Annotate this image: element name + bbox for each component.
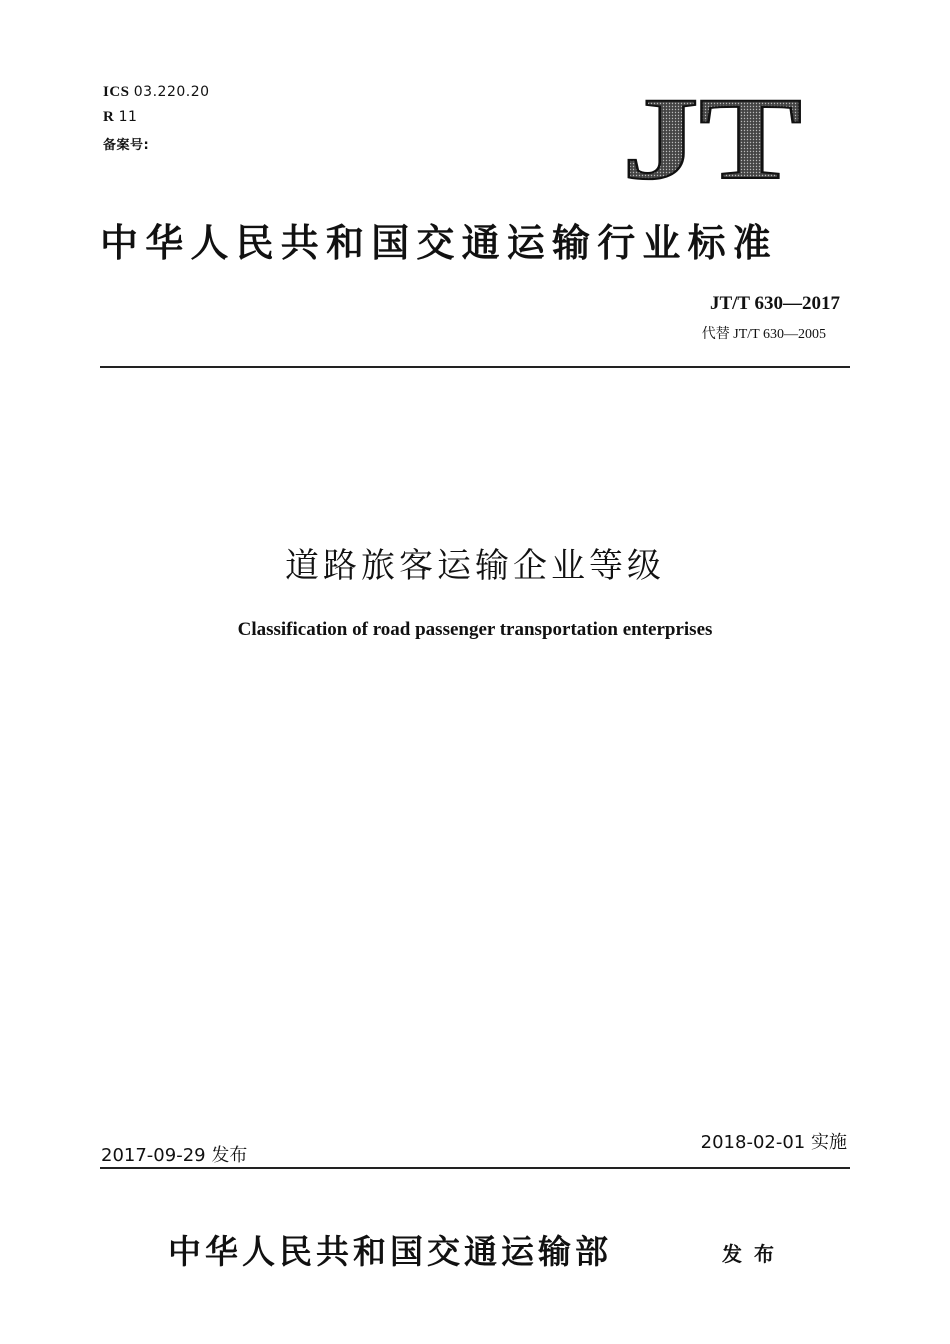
ics-value: 03.220.20 bbox=[133, 84, 210, 100]
standard-code: JT/T 630—2017 bbox=[709, 293, 840, 314]
record-label: 备案号: bbox=[103, 138, 150, 153]
category-value: 11 bbox=[118, 109, 138, 125]
record-number-line bbox=[103, 134, 149, 153]
footer-divider bbox=[100, 1167, 850, 1169]
publisher-name: 中华人民共和国交通运输部 bbox=[168, 1232, 612, 1271]
replaces-standard: 代替 JT/T 630—2005 bbox=[701, 327, 826, 342]
industry-standard-title: 中华人民共和国交通运输行业标准 bbox=[100, 220, 779, 265]
document-title-en: Classification of road passenger transportation enterprises bbox=[237, 619, 713, 640]
category-label: R bbox=[103, 109, 115, 125]
document-title-zh: 道路旅客运输企业等级 bbox=[285, 546, 665, 586]
category-line bbox=[103, 109, 137, 126]
issue-date: 2017-09-29 发布 bbox=[101, 1145, 248, 1166]
publish-label: 发布 bbox=[722, 1242, 786, 1266]
ics-label: ICS bbox=[103, 84, 130, 100]
jt-logo-text: JT bbox=[622, 90, 802, 185]
effective-date: 2018-02-01 实施 bbox=[700, 1132, 847, 1153]
jt-logo bbox=[620, 90, 805, 185]
ics-line bbox=[103, 84, 210, 101]
header-divider bbox=[100, 366, 850, 368]
